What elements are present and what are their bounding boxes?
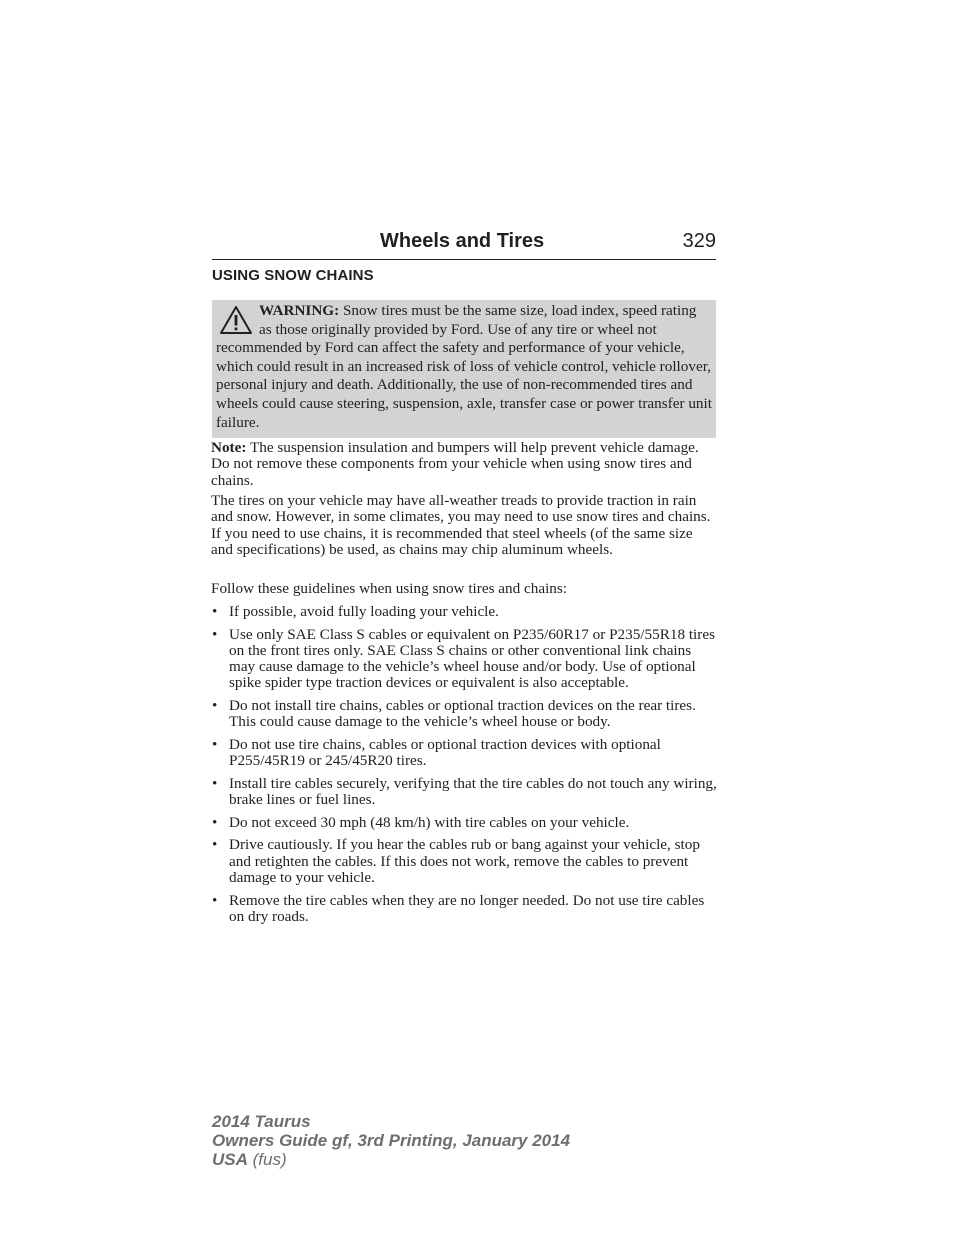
- warning-text: [216, 302, 712, 432]
- guidelines-list: [211, 604, 717, 931]
- footer-model: 2014 Taurus: [212, 1112, 311, 1131]
- paragraph-guidelines: Follow these guidelines when using snow tires and chains:: [211, 580, 568, 597]
- footer-region-main: USA: [212, 1150, 248, 1169]
- bullet-icon: •: [212, 735, 218, 753]
- list-item-text: Install tire cables securely, verifying that the tire cables do not touch any wiring, brake lines or fuel lines.: [229, 774, 717, 809]
- list-item-text: Use only SAE Class S cables or equivalent on P235/60R17 or P235/55R18 tires on the front tires only. SAE Class S chains or other conventional link chains may cause damage to the vehicle’s wheel house and/or body. Use of optional spike spider type traction devices or equivalent is also acceptable.: [229, 625, 715, 692]
- warning-box: [212, 300, 716, 438]
- list-item-text: Do not use tire chains, cables or optional traction devices with optional P255/45R19 or 245/45R20 tires.: [229, 735, 661, 770]
- warning-body: Snow tires must be the same size, load index, speed rating as those originally provided by Ford. Use of any tire or wheel not recommended by Ford can affect the safety and performance of your vehicle, which could result in an increased risk of loss of vehicle control, vehicle rollover, personal injury and death. Additionally, the use of non-recommended tires and wheels could cause steering, suspension, axle, transfer case or power transfer unit failure.: [216, 302, 712, 431]
- list-item-text: Remove the tire cables when they are no longer needed. Do not use tire cables on dry roads.: [229, 891, 705, 925]
- warning-label: WARNING:: [259, 302, 340, 319]
- list-item-text: If possible, avoid fully loading your vehicle.: [229, 603, 499, 620]
- note-text: The suspension insulation and bumpers will help prevent vehicle damage. Do not remove these components from your vehicle when using snow tires and chains.: [211, 439, 699, 489]
- list-item-text: Do not install tire chains, cables or optional traction devices on the rear tires. This could cause damage to the vehicle’s wheel house or body.: [229, 697, 696, 731]
- note-paragraph: [211, 440, 717, 489]
- footer-region: [212, 1150, 570, 1169]
- bullet-icon: •: [212, 603, 218, 620]
- list-item-text: Do not exceed 30 mph (48 km/h) with tire cables on your vehicle.: [229, 813, 630, 831]
- chapter-title: Wheels and Tires: [380, 230, 545, 252]
- footer-region-code: (fus): [247, 1150, 287, 1169]
- note-label: Note:: [211, 439, 247, 456]
- list-item: [211, 893, 717, 926]
- page-number: 329: [682, 230, 716, 252]
- list-item: [211, 815, 717, 831]
- list-item: [211, 837, 717, 886]
- list-item: [211, 776, 717, 809]
- page-header: [212, 229, 716, 260]
- bullet-icon: •: [212, 813, 218, 831]
- section-heading: USING SNOW CHAINS: [212, 267, 374, 284]
- list-item: [211, 737, 717, 770]
- bullet-icon: •: [212, 836, 218, 854]
- bullet-icon: •: [212, 774, 218, 792]
- list-item: [211, 627, 717, 692]
- bullet-icon: •: [212, 625, 218, 643]
- bullet-icon: •: [212, 697, 218, 715]
- page-footer: [212, 1112, 570, 1169]
- paragraph-traction: The tires on your vehicle may have all-weather treads to provide traction in rain and snow. However, in some climates, you may need to use snow tires and chains. If you need to use chains, it is recommended that steel wheels (of the same size and specifications) be used, as chains may chip aluminum wheels.: [211, 492, 711, 558]
- footer-edition: Owners Guide gf, 3rd Printing, January 2014: [212, 1131, 571, 1150]
- list-item: [211, 698, 717, 731]
- list-item-text: Drive cautiously. If you hear the cables rub or bang against your vehicle, stop and retighten the cables. If this does not work, remove the cables to prevent damage to your vehicle.: [229, 836, 700, 886]
- bullet-icon: •: [212, 891, 218, 909]
- list-item: [211, 604, 717, 620]
